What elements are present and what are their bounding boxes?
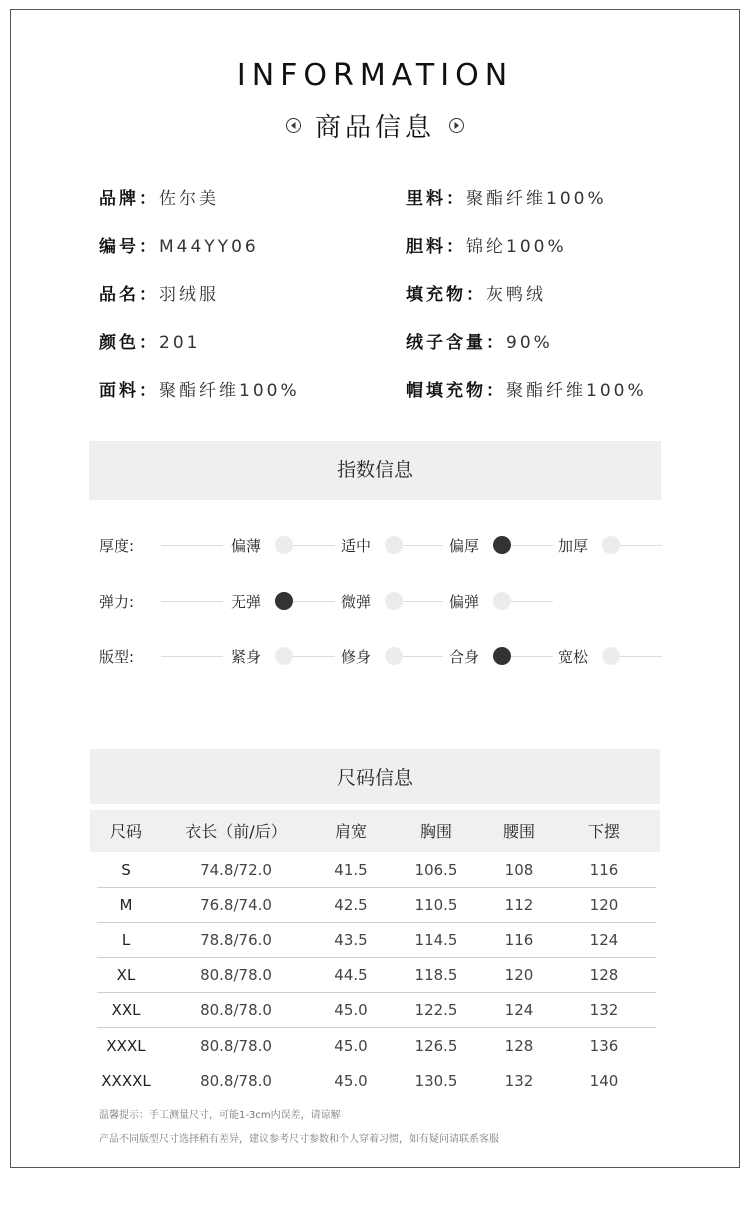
index-line <box>511 656 553 657</box>
index-line <box>620 545 662 546</box>
table-cell: XXXXL <box>101 1072 151 1090</box>
index-line <box>511 601 553 602</box>
index-dot <box>385 536 403 554</box>
index-dot <box>275 647 293 665</box>
index-option: 偏厚 <box>449 537 480 555</box>
index-section-title: 指数信息 <box>89 441 661 500</box>
table-row <box>97 957 656 993</box>
table-cell: 116 <box>589 861 619 879</box>
circle-arrow-right-icon <box>449 118 464 133</box>
circle-arrow-left-icon <box>286 118 301 133</box>
spec-down-content <box>406 331 553 355</box>
table-cell: 124 <box>504 1001 534 1019</box>
index-dot <box>602 536 620 554</box>
table-cell: 128 <box>589 966 619 984</box>
spec-lining <box>406 187 607 211</box>
index-line <box>161 601 223 602</box>
table-cell: 122.5 <box>414 1001 458 1019</box>
table-cell: 116 <box>504 931 534 949</box>
table-cell: 78.8/76.0 <box>200 931 272 949</box>
spec-color <box>99 331 200 355</box>
table-cell: 126.5 <box>414 1037 458 1055</box>
index-line <box>403 601 443 602</box>
table-cell: 44.5 <box>334 966 368 984</box>
index-label-fit: 版型: <box>99 648 135 666</box>
index-line <box>161 545 223 546</box>
table-cell: 80.8/78.0 <box>200 1001 272 1019</box>
index-dot-selected <box>493 647 511 665</box>
size-column-header: 衣长（前/后） <box>185 822 287 841</box>
spec-value: M44YY06 <box>159 237 259 257</box>
table-cell: S <box>121 861 131 879</box>
spec-fabric <box>99 379 300 403</box>
spec-key: 品牌： <box>99 189 159 209</box>
index-option: 无弹 <box>231 593 262 611</box>
index-option: 紧身 <box>231 648 262 666</box>
table-cell: 108 <box>504 861 534 879</box>
table-cell: XXL <box>111 1001 141 1019</box>
size-table-header <box>90 810 660 852</box>
index-line <box>293 601 335 602</box>
size-advice-note: 产品不同版型尺寸选择稍有差异，建议参考尺寸参数和个人穿着习惯，如有疑问请联系客服 <box>99 1134 499 1145</box>
table-row <box>97 992 656 1028</box>
index-dot-selected <box>275 592 293 610</box>
spec-filling <box>406 283 546 307</box>
table-cell: XXXL <box>106 1037 146 1055</box>
index-option: 微弹 <box>341 593 372 611</box>
table-cell: 80.8/78.0 <box>200 1072 272 1090</box>
title-chinese: 商品信息 <box>314 112 435 143</box>
table-cell: 76.8/74.0 <box>200 896 272 914</box>
spec-key: 编号： <box>99 237 159 257</box>
measurement-note: 温馨提示：手工测量尺寸，可能1-3cm内误差，请谅解 <box>99 1110 341 1121</box>
size-column-header: 肩宽 <box>334 822 368 841</box>
table-cell: 74.8/72.0 <box>200 861 272 879</box>
spec-value: 佐尔美 <box>159 189 219 209</box>
table-cell: 43.5 <box>334 931 368 949</box>
index-dot <box>275 536 293 554</box>
title-english: INFORMATION <box>236 58 514 93</box>
table-cell: 130.5 <box>414 1072 458 1090</box>
spec-key: 颜色： <box>99 333 159 353</box>
table-cell: M <box>119 896 133 914</box>
table-row <box>97 922 656 958</box>
table-cell: 124 <box>589 931 619 949</box>
spec-key: 品名： <box>99 285 159 305</box>
spec-code <box>99 235 259 259</box>
spec-key: 里料： <box>406 189 466 209</box>
index-option: 加厚 <box>558 537 589 555</box>
table-cell: 114.5 <box>414 931 458 949</box>
index-line <box>293 656 335 657</box>
table-row <box>97 887 656 923</box>
table-cell: 112 <box>504 896 534 914</box>
spec-value: 锦纶100% <box>466 237 567 257</box>
table-cell: 41.5 <box>334 861 368 879</box>
index-label-thickness: 厚度: <box>99 537 135 555</box>
spec-value: 聚酯纤维100% <box>506 381 647 401</box>
index-line <box>620 656 662 657</box>
index-option: 偏弹 <box>449 593 480 611</box>
spec-value: 灰鸭绒 <box>486 285 546 305</box>
title-chinese-row <box>0 108 750 142</box>
table-cell: 120 <box>504 966 534 984</box>
table-cell: 45.0 <box>334 1001 368 1019</box>
size-column-header: 下摆 <box>587 822 621 841</box>
spec-value: 羽绒服 <box>159 285 219 305</box>
table-cell: 118.5 <box>414 966 458 984</box>
index-line <box>161 656 223 657</box>
index-dot-selected <box>493 536 511 554</box>
spec-key: 胆料： <box>406 237 466 257</box>
spec-key: 绒子含量： <box>406 333 506 353</box>
index-line <box>403 656 443 657</box>
spec-hood-filling <box>406 379 647 403</box>
index-dot <box>602 647 620 665</box>
spec-value: 聚酯纤维100% <box>466 189 607 209</box>
table-cell: 45.0 <box>334 1037 368 1055</box>
table-cell: 42.5 <box>334 896 368 914</box>
size-column-header: 尺码 <box>109 822 143 841</box>
spec-key: 填充物： <box>406 285 486 305</box>
table-row <box>97 852 656 888</box>
index-option: 宽松 <box>558 648 589 666</box>
spec-value: 201 <box>159 333 201 353</box>
index-dot <box>493 592 511 610</box>
index-option: 偏薄 <box>231 537 262 555</box>
index-option: 适中 <box>341 537 372 555</box>
table-cell: 128 <box>504 1037 534 1055</box>
table-cell: 140 <box>589 1072 619 1090</box>
spec-inner-fabric <box>406 235 567 259</box>
table-cell: 80.8/78.0 <box>200 966 272 984</box>
table-cell: L <box>121 931 131 949</box>
table-cell: 45.0 <box>334 1072 368 1090</box>
table-row <box>97 1063 656 1098</box>
index-option: 修身 <box>341 648 372 666</box>
size-section-title: 尺码信息 <box>90 749 660 804</box>
index-line <box>511 545 553 546</box>
spec-value: 聚酯纤维100% <box>159 381 300 401</box>
index-dot <box>385 592 403 610</box>
index-dot <box>385 647 403 665</box>
spec-product-name <box>99 283 219 307</box>
size-column-header: 胸围 <box>419 822 453 841</box>
table-row <box>97 1028 656 1063</box>
table-cell: 132 <box>589 1001 619 1019</box>
table-cell: 136 <box>589 1037 619 1055</box>
index-line <box>403 545 443 546</box>
spec-brand <box>99 187 219 211</box>
spec-value: 90% <box>506 333 553 353</box>
index-label-elasticity: 弹力: <box>99 593 135 611</box>
table-cell: 80.8/78.0 <box>200 1037 272 1055</box>
spec-key: 面料： <box>99 381 159 401</box>
table-cell: 110.5 <box>414 896 458 914</box>
table-cell: 132 <box>504 1072 534 1090</box>
index-option: 合身 <box>449 648 480 666</box>
spec-key: 帽填充物： <box>406 381 506 401</box>
index-line <box>293 545 335 546</box>
table-cell: XL <box>116 966 136 984</box>
table-cell: 106.5 <box>414 861 458 879</box>
table-cell: 120 <box>589 896 619 914</box>
size-column-header: 腰围 <box>502 822 536 841</box>
